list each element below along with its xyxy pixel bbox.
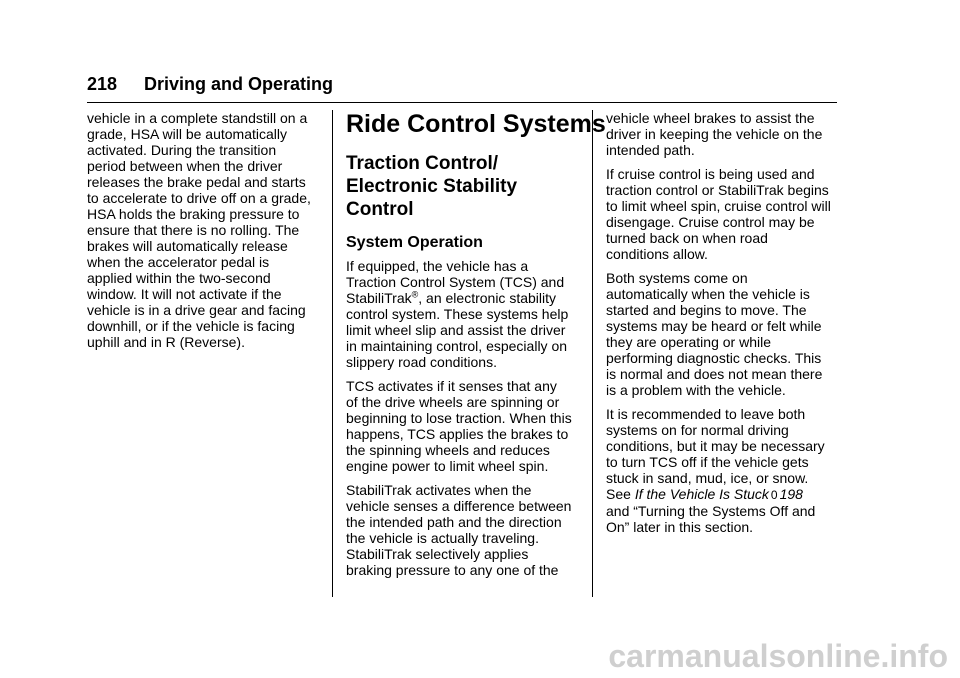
text-line: window. It will not activate if the <box>87 286 282 302</box>
text-line: applied within the two-second <box>87 270 271 286</box>
text-line: ensure that there is no rolling. The <box>87 222 300 238</box>
cross-reference-link[interactable]: If the Vehicle Is Stuck <box>634 486 769 502</box>
heading-line: Control <box>346 199 414 220</box>
paragraph-hsa <box>87 110 317 350</box>
text-line: vehicle wheel brakes to assist the <box>606 110 815 126</box>
text-line: performing diagnostic checks. This <box>606 350 822 366</box>
text-stabilitrak: StabiliTrak <box>346 290 412 306</box>
text-line: Both systems come on <box>606 270 748 286</box>
text-line: downhill, or if the vehicle is facing <box>87 318 295 334</box>
text-line: vehicle is in a drive gear and facing <box>87 302 306 318</box>
text-line: beginning to lose traction. When this <box>346 410 572 426</box>
column-divider <box>332 110 333 597</box>
paragraph-wheel-brakes <box>606 110 838 158</box>
paragraph-recommended <box>606 406 838 535</box>
text-line: , an electronic stability <box>418 290 556 306</box>
text-line: to turn TCS off if the vehicle gets <box>606 454 809 470</box>
column-middle <box>346 110 606 586</box>
text-line: automatically when the vehicle is <box>606 286 810 302</box>
page-header <box>87 70 837 103</box>
paragraph-tcs-activates <box>346 378 578 474</box>
registered-mark: ® <box>411 289 419 300</box>
text-line: intended path. <box>606 142 695 158</box>
text-line: to accelerate to drive off on a grade, <box>87 190 311 206</box>
text-line: period between when the driver <box>87 158 283 174</box>
text-line: disengage. Cruise control may be <box>606 214 815 230</box>
page-number: 218 <box>87 74 118 94</box>
text-line: they are operating or while <box>606 334 771 350</box>
text-line: braking pressure to any one of the <box>346 562 559 578</box>
text-line: and “Turning the Systems Off and <box>606 503 816 519</box>
column-divider <box>592 110 593 597</box>
heading-line: Traction Control/ <box>346 153 498 174</box>
text-line: slippery road conditions. <box>346 354 497 370</box>
text-line: to limit wheel spin, cruise control will <box>606 198 831 214</box>
heading-ride-control-systems: Ride Control Systems <box>346 110 606 138</box>
text-line: control system. These systems help <box>346 306 569 322</box>
heading-traction-control <box>346 152 578 221</box>
text-line: TCS activates if it senses that any <box>346 378 557 394</box>
text-line: On” later in this section. <box>606 519 754 535</box>
text-line: vehicle senses a difference between <box>346 498 572 514</box>
paragraph-cruise-control <box>606 166 838 262</box>
watermark: carmanualsonline.info <box>608 638 948 674</box>
text-line: activated. During the transition <box>87 142 277 158</box>
column-right <box>606 110 838 543</box>
heading-system-operation: System Operation <box>346 234 483 251</box>
text-line: grade, HSA will be automatically <box>87 126 287 142</box>
text-line: stuck in sand, mud, ice, or snow. <box>606 470 809 486</box>
text-line: systems may be heard or felt while <box>606 318 822 334</box>
text-line: brakes will automatically release <box>87 238 288 254</box>
heading-line: Electronic Stability <box>346 176 518 197</box>
text-line: conditions, but it may be necessary <box>606 438 825 454</box>
text-line: engine power to limit wheel spin. <box>346 458 549 474</box>
text-line: driver in keeping the vehicle on the <box>606 126 823 142</box>
text-line: of the drive wheels are spinning or <box>346 394 560 410</box>
text-line: started and begins to move. The <box>606 302 807 318</box>
text-line: releases the brake pedal and starts <box>87 174 306 190</box>
text-line: the intended path and the direction <box>346 514 562 530</box>
text-line: StabiliTrak activates when the <box>346 482 532 498</box>
text-line: Traction Control System (TCS) and <box>346 274 565 290</box>
text-line: vehicle in a complete standstill on a <box>87 110 308 126</box>
text-see: See <box>606 486 635 502</box>
text-line: If cruise control is being used and <box>606 166 815 182</box>
text-line: traction control or StabiliTrak begins <box>606 182 829 198</box>
text-line: the vehicle is actually traveling. <box>346 530 539 546</box>
text-line: conditions allow. <box>606 246 708 262</box>
text-line: in maintaining control, especially on <box>346 338 568 354</box>
cross-reference-page[interactable]: 198 <box>779 486 803 502</box>
text-line: It is recommended to leave both <box>606 406 806 422</box>
text-line: If equipped, the vehicle has a <box>346 258 529 274</box>
paragraph-both-systems <box>606 270 838 398</box>
page-reference-icon: 0 <box>770 488 778 502</box>
text-line: the spinning wheels and reduces <box>346 442 550 458</box>
text-line: StabiliTrak selectively applies <box>346 546 529 562</box>
text-line: is normal and does not mean there <box>606 366 823 382</box>
text-line: happens, TCS applies the brakes to <box>346 426 569 442</box>
text-line: turned back on when road <box>606 230 768 246</box>
column-left <box>87 110 317 358</box>
text-line: uphill and in R (Reverse). <box>87 334 245 350</box>
text-line: systems on for normal driving <box>606 422 789 438</box>
section-title: Driving and Operating <box>144 74 334 94</box>
paragraph-if-equipped <box>346 258 578 370</box>
text-line: is a problem with the vehicle. <box>606 382 786 398</box>
text-line: limit wheel slip and assist the driver <box>346 322 566 338</box>
paragraph-stabilitrak-activates <box>346 482 578 578</box>
text-line: HSA holds the braking pressure to <box>87 206 300 222</box>
text-line: when the accelerator pedal is <box>87 254 270 270</box>
